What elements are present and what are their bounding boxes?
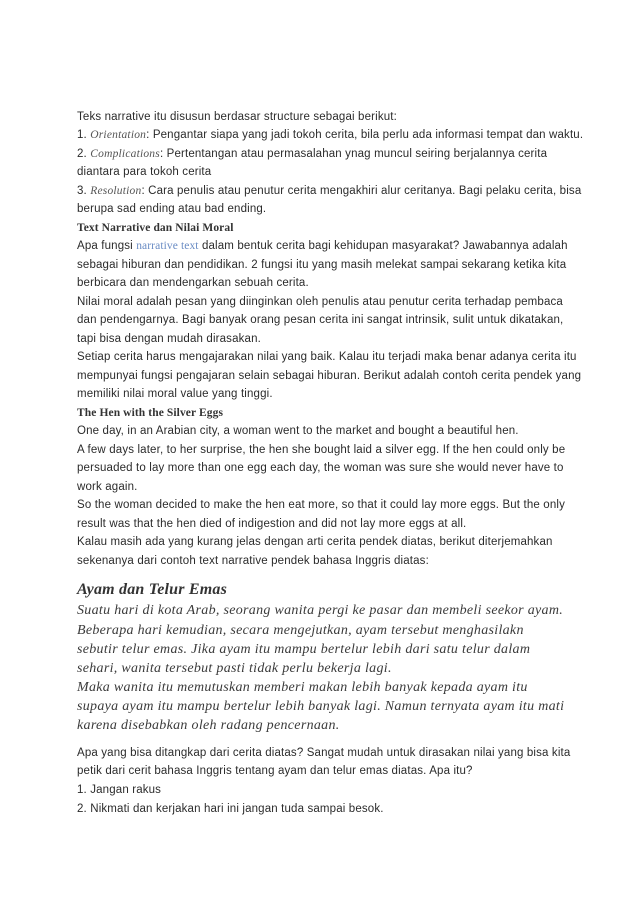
translation-block bbox=[77, 601, 564, 735]
paragraph-line: Nilai moral adalah pesan yang diinginkan oleh penulis atau penutur cerita terhadap pembaca bbox=[77, 295, 563, 308]
item-number: 2. bbox=[77, 147, 91, 160]
term-orientation: Orientation bbox=[90, 129, 147, 142]
structure-item-orientation bbox=[77, 126, 583, 145]
closing-line: Apa yang bisa ditangkap dari cerita diatas? Sangat mudah untuk dirasakan nilai yang bisa kita bbox=[77, 746, 571, 759]
story-line: result was that the hen died of indigestion and did not lay more eggs at all. bbox=[77, 517, 467, 530]
paragraph-line: Setiap cerita harus mengajarakan nilai yang baik. Kalau itu terjadi maka benar adanya cerita itu bbox=[77, 351, 577, 364]
translation-line: Beberapa hari kemudian, secara mengejutkan, ayam tersebut menghasilakn bbox=[77, 622, 524, 638]
structure-item-complications bbox=[77, 145, 583, 164]
item-number: 1. bbox=[77, 129, 91, 142]
text-before-link: Apa fungsi bbox=[77, 240, 137, 253]
story-line: persuaded to lay more than one egg each day, the woman was sure she would never have to bbox=[77, 462, 564, 475]
translation-line: supaya ayam itu mampu bertelur lebih banyak lagi. Namun ternyata ayam itu mati bbox=[77, 699, 565, 715]
translation-line: karena disebabkan oleh radang pencernaan. bbox=[77, 718, 340, 734]
translation-intro-line: Kalau masih ada yang kurang jelas dengan arti cerita pendek diatas, berikut diterjemahkan bbox=[77, 536, 553, 549]
intro-line: Teks narrative itu disusun berdasar structure sebagai berikut: bbox=[77, 110, 397, 123]
translation-line: Suatu hari di kota Arab, seorang wanita pergi ke pasar dan membeli seekor ayam. bbox=[77, 603, 564, 619]
narrative-text-link[interactable]: narrative text bbox=[136, 240, 199, 253]
story-line: So the woman decided to make the hen eat more, so that it could lay more eggs. But the only bbox=[77, 499, 565, 512]
translation-line: sebutir telur emas. Jika ayam itu mampu bertelur lebih dari satu telur dalam bbox=[77, 641, 531, 657]
section-heading-moral: Text Narrative dan Nilai Moral bbox=[77, 221, 234, 234]
paragraph-line: sebagai hiburan dan pendidikan. 2 fungsi itu yang masih melekat sampai sekarang ketika kita bbox=[77, 258, 567, 271]
paragraph-line bbox=[77, 237, 583, 256]
story-title: The Hen with the Silver Eggs bbox=[77, 406, 224, 419]
item-text: : Pertentangan atau permasalahan ynag muncul seiring berjalannya cerita bbox=[159, 147, 548, 160]
structure-item-continuation: berupa sad ending atau bad ending. bbox=[77, 203, 267, 216]
translation-title: Ayam dan Telur Emas bbox=[77, 581, 228, 598]
translation-intro-line: sekenanya dari contoh text narrative pendek bahasa Inggris diatas: bbox=[77, 554, 429, 567]
main-text-block bbox=[77, 108, 583, 571]
paragraph-line: berbicara dan mendengarkan sebuah cerita. bbox=[77, 277, 309, 290]
term-resolution: Resolution bbox=[90, 184, 142, 197]
paragraph-line: tapi bisa dengan mudah dirasakan. bbox=[77, 332, 261, 345]
translation-line: Maka wanita itu memutuskan memberi makan lebih banyak kepada ayam itu bbox=[77, 680, 528, 696]
moral-list-item: 2. Nikmati dan kerjakan hari ini jangan tuda sampai besok. bbox=[77, 802, 384, 815]
moral-list-item: 1. Jangan rakus bbox=[77, 784, 162, 797]
structure-item-resolution bbox=[77, 182, 583, 201]
closing-line: petik dari cerit bahasa Inggris tentang ayam dan telur emas diatas. Apa itu? bbox=[77, 765, 473, 778]
story-line: One day, in an Arabian city, a woman went to the market and bought a beautiful hen. bbox=[77, 425, 519, 438]
term-complications: Complications bbox=[90, 147, 160, 160]
paragraph-line: dan pendengarnya. Bagi banyak orang pesan cerita ini sangat intrinsik, sulit untuk dikatakan, bbox=[77, 314, 564, 327]
item-text: : Cara penulis atau penutur cerita mengakhiri alur ceritanya. Bagi pelaku cerita, bisa bbox=[141, 184, 582, 197]
item-number: 3. bbox=[77, 184, 91, 197]
story-line: A few days later, to her surprise, the hen she bought laid a silver egg. If the hen could only be bbox=[77, 443, 566, 456]
paragraph-line: memiliki nilai moral value yang tinggi. bbox=[77, 388, 273, 401]
closing-block bbox=[77, 744, 570, 819]
structure-item-continuation: diantara para tokoh cerita bbox=[77, 166, 212, 179]
translation-line: sehari, wanita tersebut pasti tidak perlu bekerja lagi. bbox=[77, 660, 392, 676]
text-after-link: dalam bentuk cerita bagi kehidupan masyarakat? Jawabannya adalah bbox=[198, 240, 568, 253]
story-line: work again. bbox=[77, 480, 138, 493]
item-text: : Pengantar siapa yang jadi tokoh cerita, bila perlu ada informasi tempat dan waktu. bbox=[146, 129, 584, 142]
paragraph-line: mempunyai fungsi pengajaran selain sebagai hiburan. Berikut adalah contoh cerita pendek yang bbox=[77, 369, 582, 382]
